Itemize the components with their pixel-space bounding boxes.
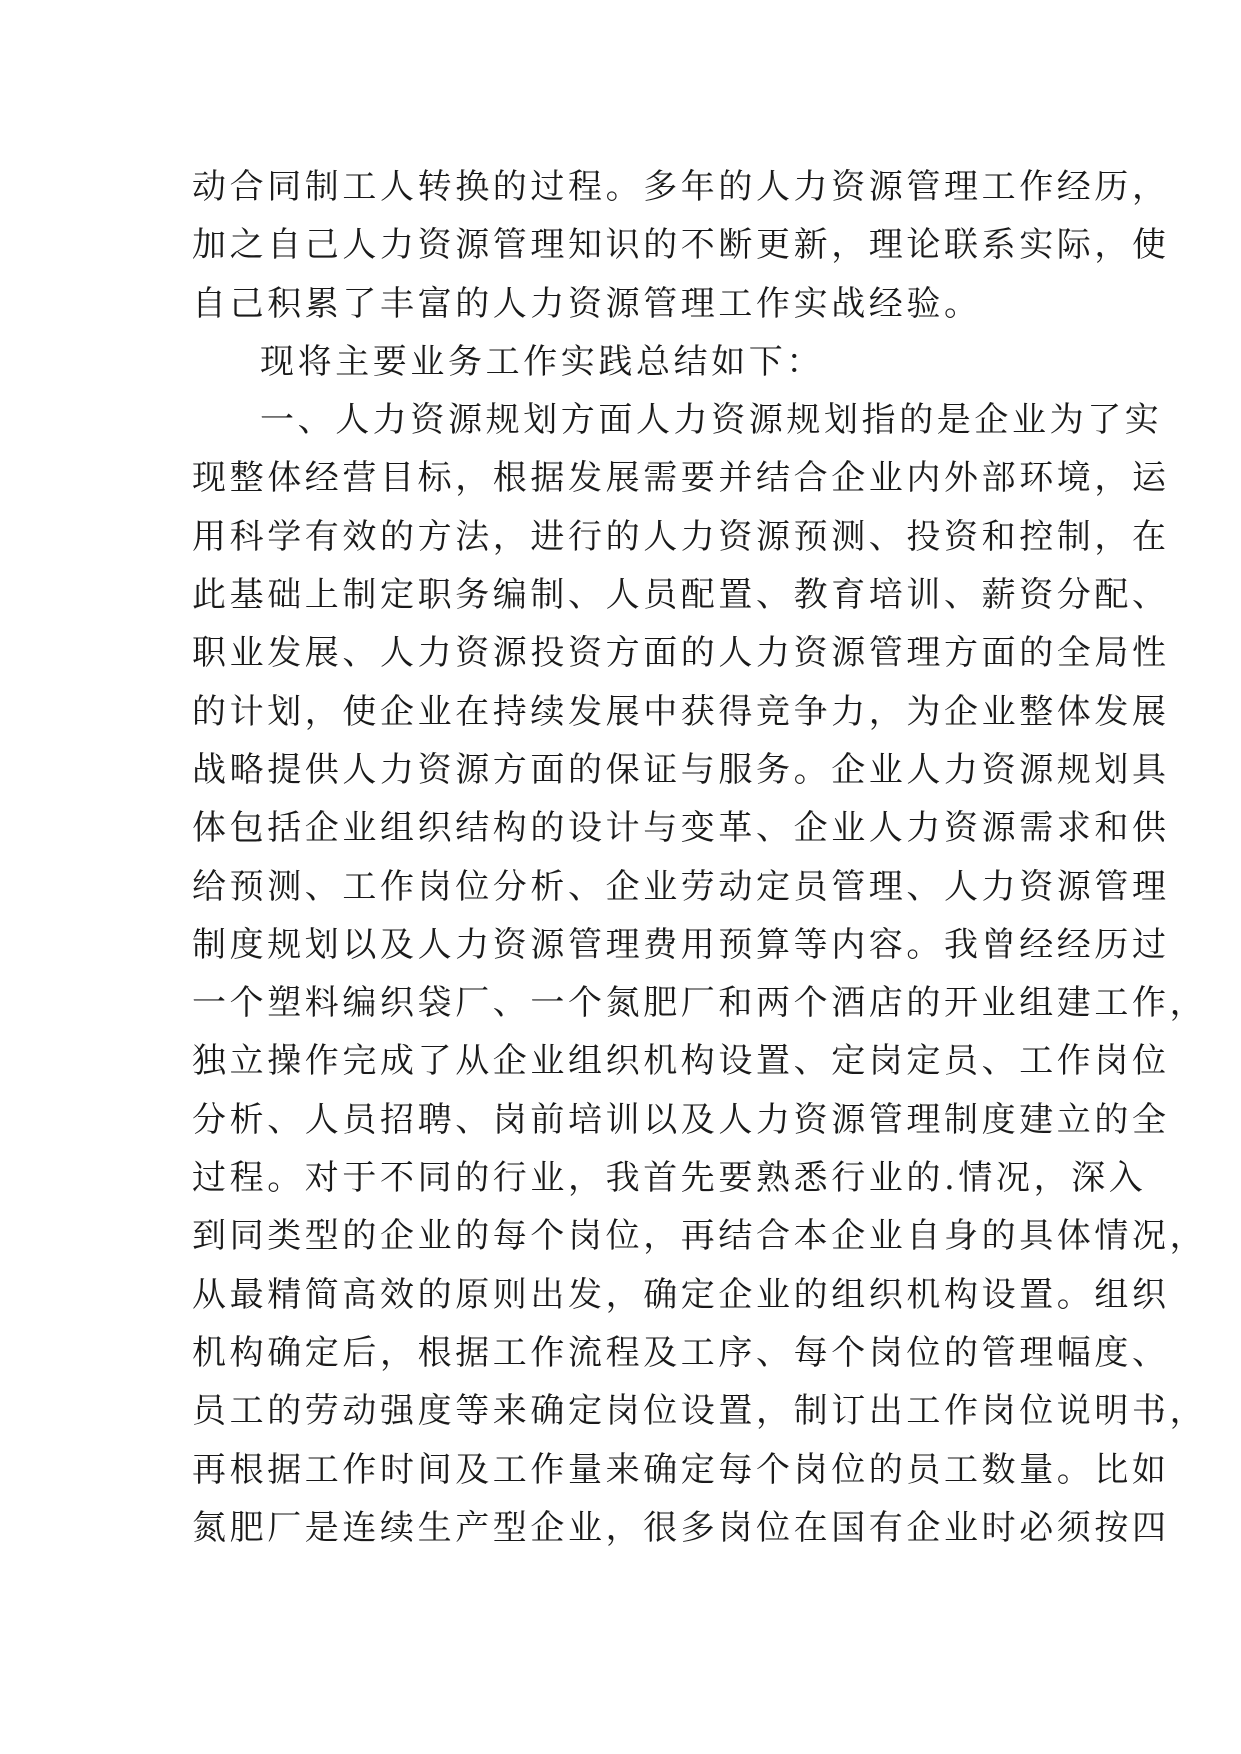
text-line: 过程。对于不同的行业，我首先要熟悉行业的.情况，深入 xyxy=(192,1158,1147,1199)
text-line: 用科学有效的方法，进行的人力资源预测、投资和控制，在 xyxy=(192,516,1170,557)
text-line: 体包括企业组织结构的设计与变革、企业人力资源需求和供 xyxy=(192,808,1170,849)
text-line: 此基础上制定职务编制、人员配置、教育培训、薪资分配、 xyxy=(192,575,1170,616)
text-line: 现将主要业务工作实践总结如下： xyxy=(260,341,824,382)
text-line: 独立操作完成了从企业组织机构设置、定岗定员、工作岗位 xyxy=(192,1041,1170,1082)
text-line: 分析、人员招聘、岗前培训以及人力资源管理制度建立的全 xyxy=(192,1099,1170,1140)
text-line: 一个塑料编织袋厂、一个氮肥厂和两个酒店的开业组建工作， xyxy=(192,983,1208,1024)
text-line: 的计划，使企业在持续发展中获得竞争力，为企业整体发展 xyxy=(192,691,1170,732)
text-line: 再根据工作时间及工作量来确定每个岗位的员工数量。比如 xyxy=(192,1449,1170,1490)
document-body xyxy=(192,158,1208,1557)
text-line: 给预测、工作岗位分析、企业劳动定员管理、人力资源管理 xyxy=(192,866,1170,907)
text-line: 自己积累了丰富的人力资源管理工作实战经验。 xyxy=(192,283,982,324)
text-line: 职业发展、人力资源投资方面的人力资源管理方面的全局性 xyxy=(192,633,1170,674)
text-line: 从最精简高效的原则出发，确定企业的组织机构设置。组织 xyxy=(192,1274,1170,1315)
text-line: 动合同制工人转换的过程。多年的人力资源管理工作经历， xyxy=(192,167,1170,207)
text-line: 一、人力资源规划方面人力资源规划指的是企业为了实 xyxy=(260,400,1163,441)
text-line: 员工的劳动强度等来确定岗位设置，制订出工作岗位说明书， xyxy=(192,1391,1208,1432)
text-line: 到同类型的企业的每个岗位，再结合本企业自身的具体情况， xyxy=(192,1216,1208,1257)
text-line: 战略提供人力资源方面的保证与服务。企业人力资源规划具 xyxy=(192,749,1170,790)
text-line: 制度规划以及人力资源管理费用预算等内容。我曾经经历过 xyxy=(192,924,1170,965)
text-line: 氮肥厂是连续生产型企业，很多岗位在国有企业时必须按四 xyxy=(192,1507,1170,1548)
text-line: 机构确定后，根据工作流程及工序、每个岗位的管理幅度、 xyxy=(192,1332,1170,1373)
text-line: 现整体经营目标，根据发展需要并结合企业内外部环境，运 xyxy=(192,458,1170,499)
text-line: 加之自己人力资源管理知识的不断更新，理论联系实际，使 xyxy=(192,225,1170,266)
